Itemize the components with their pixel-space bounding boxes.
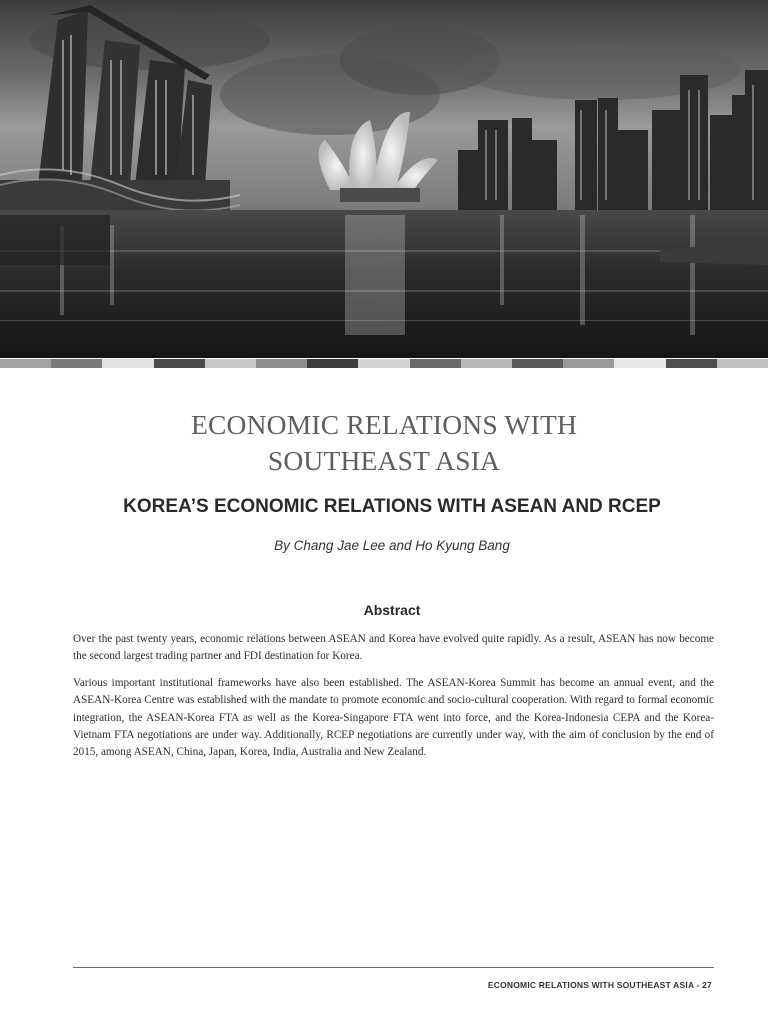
chapter-title-line-1: ECONOMIC RELATIONS WITH — [190, 409, 577, 440]
color-strip-segment — [0, 359, 51, 368]
color-strip-segment — [512, 359, 563, 368]
abstract-heading: Abstract — [363, 602, 421, 618]
color-strip-segment — [717, 359, 768, 368]
chapter-title-line-2: SOUTHEAST ASIA — [267, 445, 501, 476]
color-strip-segment — [205, 359, 256, 368]
abstract-body — [73, 631, 714, 771]
color-strip-segment — [563, 359, 614, 368]
color-strip-segment — [614, 359, 665, 368]
color-strip-segment — [256, 359, 307, 368]
running-footer: ECONOMIC RELATIONS WITH SOUTHEAST ASIA - 27 — [487, 980, 712, 990]
color-strip-segment — [307, 359, 358, 368]
article-subtitle: KOREA’S ECONOMIC RELATIONS WITH ASEAN AND RCEP — [123, 496, 661, 517]
color-strip-segment — [358, 359, 409, 368]
color-strip-segment — [666, 359, 717, 368]
chapter-title — [0, 407, 768, 479]
abstract-paragraph-2: Various important institutional frameworks have also been established. The ASEAN-Korea Summit has become an annual event, and the ASEAN-Korea Centre was established with the mandate to promote economic and socio-cultural cooperation. With regard to formal economic integration, the ASEAN-Korea FTA as well as the Korea-Singapore FTA went into force, and the Korea-Indonesia CEPA and the Korea-Vietnam FTA negotiations are under way. Additionally, RCEP negotiations are currently under way, with the aim of conclusion by the end of 2015, among ASEAN, China, Japan, Korea, India, Australia and New Zealand. — [73, 676, 714, 759]
abstract-paragraph-1: Over the past twenty years, economic relations between ASEAN and Korea have evolved quite rapidly. As a result, ASEAN has now become the second largest trading partner and FDI destination for Korea. — [73, 633, 714, 663]
footer-divider — [73, 967, 714, 968]
color-strip-segment — [410, 359, 461, 368]
color-strip-segment — [51, 359, 102, 368]
color-strip — [0, 359, 768, 368]
color-strip-segment — [154, 359, 205, 368]
author-byline: By Chang Jae Lee and Ho Kyung Bang — [274, 538, 510, 553]
color-strip-segment — [461, 359, 512, 368]
city-skyline-photo — [0, 0, 768, 358]
color-strip-segment — [102, 359, 153, 368]
